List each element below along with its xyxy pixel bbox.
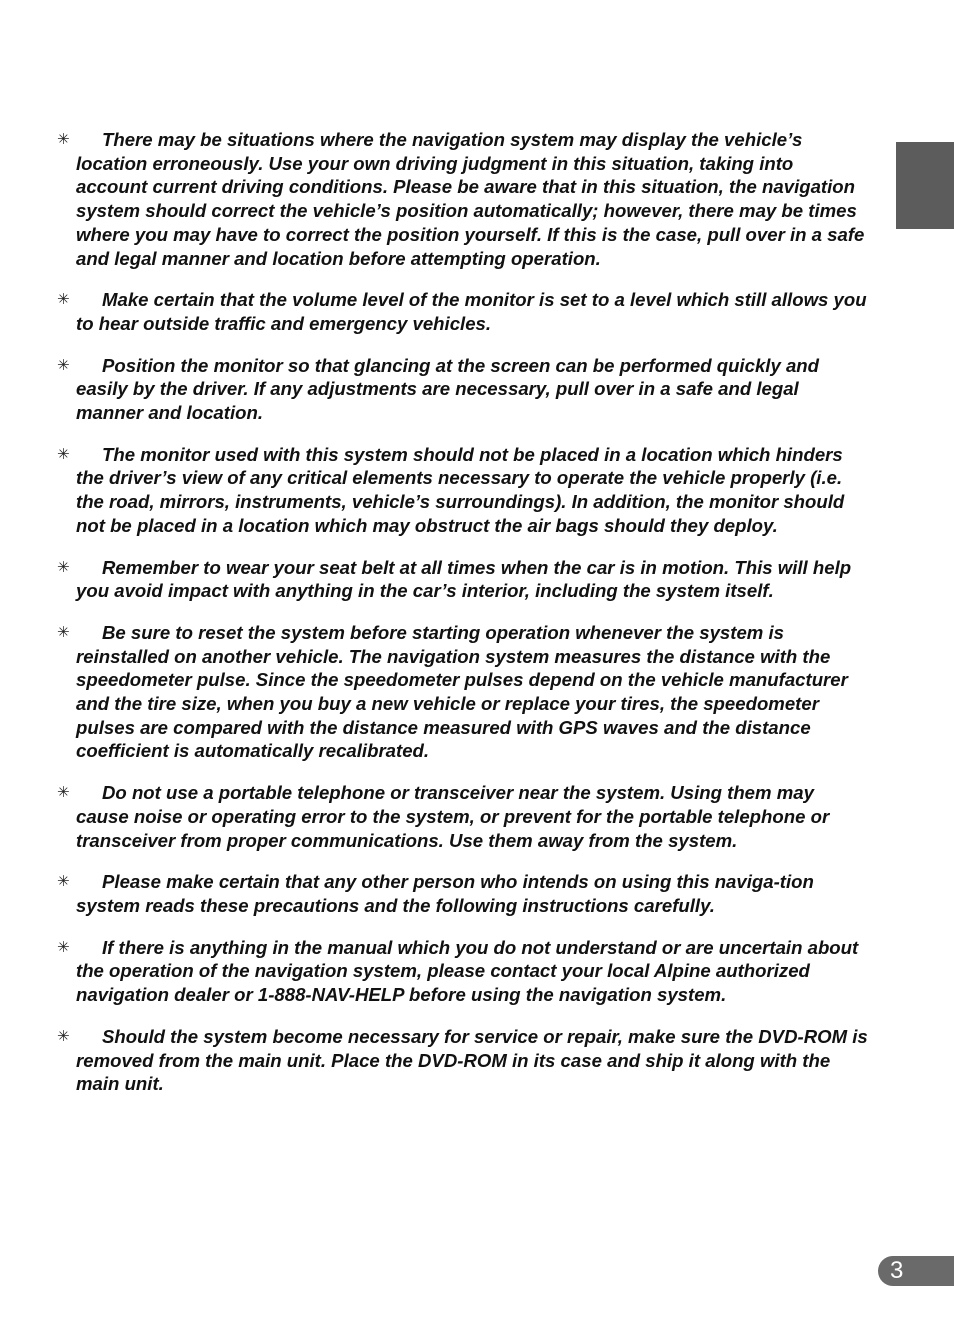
- precaution-text: Make certain that the volume level of the monitor is set to a level which still allows you to hear outside traffic and emergency vehicles.: [76, 289, 867, 334]
- asterisk-bullet-icon: ✳: [57, 290, 70, 309]
- precaution-text: Should the system become necessary for service or repair, make sure the DVD-ROM is removed from the main unit. Place the DVD-ROM in its case and ship it along with the main unit.: [76, 1025, 868, 1095]
- precaution-item: [56, 288, 868, 335]
- asterisk-bullet-icon: ✳: [57, 872, 70, 891]
- precaution-item: [56, 443, 868, 538]
- precaution-text: The monitor used with this system should not be placed in a location which hinders the driver’s view of any critical elements necessary to operate the vehicle properly (i.e. the road, mirrors, instruments, vehicle’s surroundings). In addition, the monitor should not be placed in a location which may obstruct the air bags should they deploy.: [76, 443, 845, 536]
- precaution-text: Be sure to reset the system before starting operation whenever the system is reinstalled on another vehicle. The navigation system measures the distance with the speedometer pulse. Since the speedometer pulses depend on the vehicle manufacturer and the tire size, when you buy a new vehicle or replace your tires, the speedometer pulses are compared with the distance measured with GPS waves and the distance coefficient is automatically recalibrated.: [76, 621, 848, 762]
- precaution-text: There may be situations where the navigation system may display the vehicle’s location erroneously. Use your own driving judgment in this situation, taking into account current driving conditions. Please be aware that in this situation, the navigation system should correct the vehicle’s position automatically; however, there may be times where you may have to correct the position yourself. If this is the case, pull over in a safe and legal manner and location before attempting operation.: [76, 129, 865, 269]
- precaution-item: [56, 128, 868, 270]
- precaution-item: [56, 556, 868, 603]
- asterisk-bullet-icon: ✳: [57, 355, 70, 374]
- asterisk-bullet-icon: ✳: [57, 1026, 70, 1045]
- page-number: 3: [890, 1257, 904, 1284]
- precaution-item: [56, 621, 868, 763]
- asterisk-bullet-icon: ✳: [57, 130, 70, 148]
- page-number-badge: [878, 1256, 954, 1286]
- asterisk-bullet-icon: ✳: [57, 444, 70, 463]
- precaution-text: Position the monitor so that glancing at the screen can be performed quickly and easily by the driver. If any adjustments are necessary, pull over in a safe and legal manner and location.: [76, 354, 820, 424]
- precaution-text: Please make certain that any other person who intends on using this naviga-tion system reads these precautions and the following instructions carefully.: [76, 871, 814, 916]
- precautions-list: [56, 128, 868, 1114]
- precaution-text: Do not use a portable telephone or transceiver near the system. Using them may cause noise or operating error to the system, or prevent for the portable telephone or transceiver from proper communications. Use them away from the system.: [76, 782, 830, 851]
- asterisk-bullet-icon: ✳: [57, 937, 70, 956]
- precaution-item: [56, 781, 868, 852]
- precaution-item: [56, 936, 868, 1007]
- section-tab: [896, 142, 954, 229]
- precaution-item: [56, 354, 868, 425]
- precaution-item: [56, 1025, 868, 1096]
- asterisk-bullet-icon: ✳: [57, 622, 70, 641]
- asterisk-bullet-icon: ✳: [57, 783, 70, 802]
- precaution-item: [56, 870, 868, 917]
- precaution-text: If there is anything in the manual which you do not understand or are uncertain about the operation of the navigation system, please contact your local Alpine authorized navigation dealer or 1-888-NAV-HELP before using the navigation system.: [76, 936, 859, 1006]
- asterisk-bullet-icon: ✳: [57, 557, 70, 576]
- precaution-text: Remember to wear your seat belt at all times when the car is in motion. This will help you avoid impact with anything in the car’s interior, including the system itself.: [76, 556, 852, 602]
